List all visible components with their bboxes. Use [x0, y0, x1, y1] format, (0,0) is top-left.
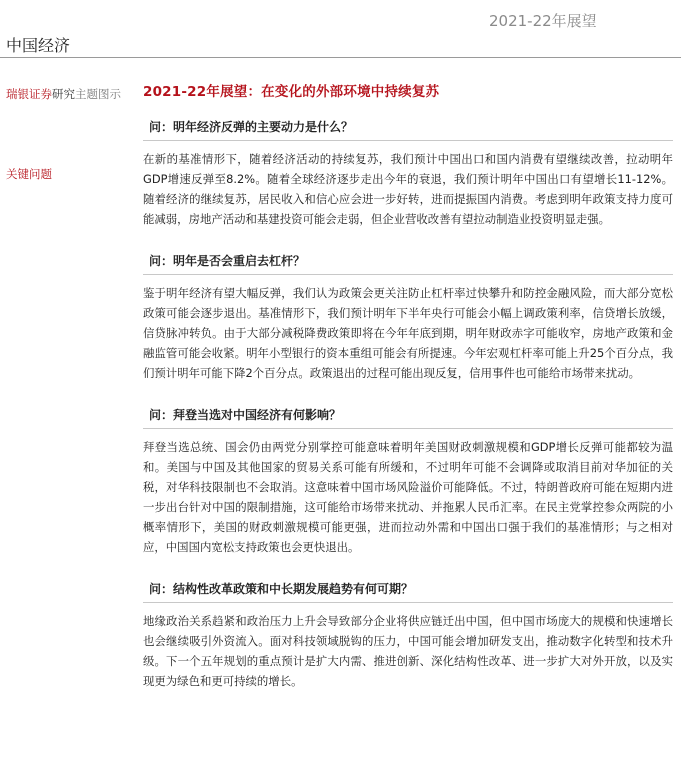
question-heading: 问：明年经济反弹的主要动力是什么？: [143, 115, 673, 141]
question-heading: 问：拜登当选对中国经济有何影响？: [143, 403, 673, 429]
key-issues-label: 关键问题: [6, 167, 52, 181]
question-heading: 问：明年是否会重启去杠杆？: [143, 249, 673, 275]
qa-block: [143, 115, 673, 229]
answer-paragraph: 拜登当选总统、国会仍由两党分别掌控可能意味着明年美国财政刺激规模和GDP增长反弹可能都较为温和。美国与中国及其他国家的贸易关系可能有所缓和，不过明年可能不会调降或取消目前对华加征的关税，对华科技限制也不会取消。这意味着中国市场风险溢价可能降低。不过，特朗普政府可能在短期内进一步出台针对中国的限制措施，这可能给市场带来扰动、并拖累人民币汇率。在民主党掌控参众两院的小概率情形下，美国的财政刺激规模可能更强，进而拉动外需和中国出口强于我们的基准情形；与之相对应，中国国内宽松支持政策也会更快退出。: [143, 440, 673, 554]
section-title: 中国经济: [6, 36, 71, 55]
article-title: 2021-22年展望：在变化的外部环境中持续复苏: [143, 84, 440, 100]
main-content: [143, 80, 673, 711]
question-heading: 问：结构性改革政策和中长期发展趋势有何可期？: [143, 577, 673, 603]
answer-paragraph: 在新的基准情形下，随着经济活动的持续复苏，我们预计中国出口和国内消费有望继续改善，拉动明年GDP增速反弹至8.2%。随着全球经济逐步走出今年的衰退，我们预计明年中国出口有望增长11-12%。随着经济的继续复苏，居民收入和信心应会进一步好转，进而提振国内消费。考虑到明年政策支持力度可能减弱，房地产活动和基建投资可能会走弱，但企业营收改善有望拉动制造业投资明显走强。: [143, 152, 673, 226]
answer-paragraph: 鉴于明年经济有望大幅反弹，我们认为政策会更关注防止杠杆率过快攀升和防控金融风险，而大部分宽松政策可能会逐步退出。基准情形下，我们预计明年下半年央行可能会小幅上调政策利率，信贷增长放缓，信贷脉冲转负。由于大部分减税降费政策即将在今年年底到期，明年财政赤字可能收窄，房地产政策和金融监管可能会收紧。明年小型银行的资本重组可能会有所提速。今年宏观杠杆率可能上升25个百分点，我们预计明年可能下降2个百分点。政策退出的过程可能出现反复，信用事件也可能给市场带来扰动。: [143, 286, 673, 380]
brand-tail: 主题图示: [75, 87, 121, 101]
qa-block: [143, 577, 673, 691]
answer-paragraph: 地缘政治关系趋紧和政治压力上升会导致部分企业将供应链迁出中国，但中国市场庞大的规模和快速增长也会继续吸引外资流入。面对科技领域脱钩的压力，中国可能会增加研发支出，推动数字化转型和技术升级。下一个五年规划的重点预计是扩大内需、推进创新、深化结构性改革、进一步扩大对外开放，以及实现更为绿色和更可持续的增长。: [143, 614, 673, 688]
report-title: 2021-22年展望: [489, 12, 597, 30]
brand-suffix: 研究: [52, 87, 75, 101]
header-divider: [0, 57, 681, 58]
brand-name: 瑞银证券: [6, 87, 52, 101]
qa-block: [143, 249, 673, 383]
sidebar-brand: [6, 86, 121, 102]
qa-block: [143, 403, 673, 557]
